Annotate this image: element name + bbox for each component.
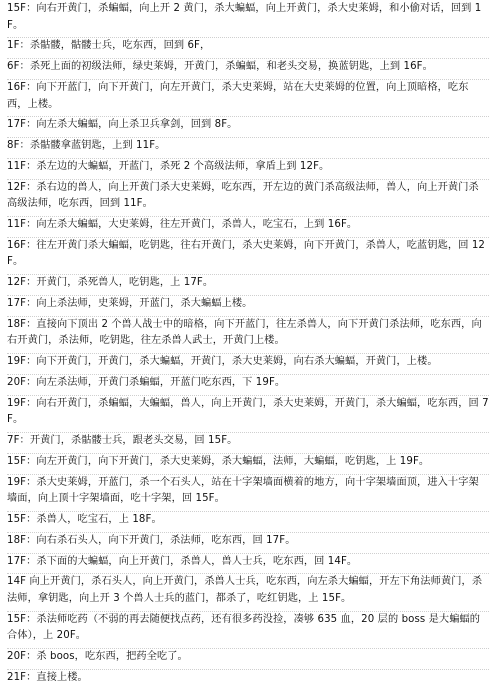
walkthrough-entry: 12F：开黄门，杀死兽人，吃钥匙，上 17F。 xyxy=(7,275,489,296)
walkthrough-entry: 15F：杀法师吃药（不弱的再去随便找点药，还有很多药没捡，凑够 635 血，20 层的 boss 是大蝙蝠的合体），上 20F。 xyxy=(7,612,489,649)
walkthrough-entry: 16F：往左开黄门杀大蝙蝠，吃钥匙，往右开黄门，杀大史莱姆，向下开黄门，杀兽人，吃蓝钥匙，回 12F。 xyxy=(7,238,489,275)
walkthrough-entry: 12F：杀右边的兽人，向上开黄门杀大史莱姆，吃东西，开左边的黄门杀高级法师，兽人，向上开黄门杀高级法师，吃东西，回到 11F。 xyxy=(7,180,489,217)
walkthrough-entry: 14F 向上开黄门，杀石头人，向上开黄门，杀兽人士兵，吃东西，向左杀大蝙蝠，开左下角法师黄门，杀法师，拿钥匙，向上开 3 个兽人士兵的蓝门，都杀了，吃红钥匙，上 15F。 xyxy=(7,574,489,611)
walkthrough-entry: 20F：杀 boos，吃东西，把药全吃了。 xyxy=(7,649,489,670)
walkthrough-entry: 19F：向下开黄门，开黄门，杀大蝙蝠，开黄门，杀大史莱姆，向右杀大蝙蝠，开黄门，上楼。 xyxy=(7,354,489,375)
walkthrough-entry: 11F：向左杀大蝙蝠，大史莱姆，往左开黄门，杀兽人，吃宝石，上到 16F。 xyxy=(7,217,489,238)
walkthrough-entry: 1F：杀骷髅，骷髅士兵，吃东西，回到 6F， xyxy=(7,38,489,59)
walkthrough-entry: 19F：杀大史莱姆，开蓝门，杀一个石头人，站在十字架墙面横着的地方，向十字架墙面顶，进入十字架墙面，向上顶十字架墙面，吃十字架，回 15F。 xyxy=(7,475,489,512)
walkthrough-entry: 15F：向右开黄门，杀蝙蝠，向上开 2 黄门，杀大蝙蝠，向上开黄门，杀大史莱姆，和小偷对话，回到 1F。 xyxy=(7,1,489,38)
walkthrough-entry: 11F：杀左边的大蝙蝠，开蓝门，杀死 2 个高级法师，拿盾上到 12F。 xyxy=(7,159,489,180)
walkthrough-entry: 17F：杀下面的大蝙蝠，向上开黄门，杀兽人，兽人士兵，吃东西，回 14F。 xyxy=(7,554,489,575)
walkthrough-entry: 18F：直接向下顶出 2 个兽人战士中的暗格，向下开蓝门，往左杀兽人，向下开黄门杀法师，吃东西，向右开黄门，杀法师，吃钥匙，往左杀兽人武士，开黄门上楼。 xyxy=(7,317,489,354)
walkthrough-entry: 15F：杀兽人，吃宝石，上 18F。 xyxy=(7,512,489,533)
walkthrough-entry: 16F：向下开蓝门，向下开黄门，向左开黄门，杀大史莱姆，站在大史莱姆的位置，向上顶暗格，吃东西，上楼。 xyxy=(7,80,489,117)
walkthrough-entry: 15F：向左开黄门，向下开黄门，杀大史莱姆，杀大蝙蝠，法师，大蝙蝠，吃钥匙，上 19F。 xyxy=(7,454,489,475)
walkthrough-entry: 8F：杀骷髅拿蓝钥匙，上到 11F。 xyxy=(7,138,489,159)
walkthrough-entry: 7F：开黄门，杀骷髅士兵，跟老头交易，回 15F。 xyxy=(7,433,489,454)
walkthrough-entry: 19F：向右开黄门，杀蝙蝠，大蝙蝠，兽人，向上开黄门，杀大史莱姆，开黄门，杀大蝙蝠，吃东西，回 7F。 xyxy=(7,396,489,433)
walkthrough-entry: 18F：向右杀石头人，向下开黄门，杀法师，吃东西，回 17F。 xyxy=(7,533,489,554)
walkthrough-entry: 17F：向左杀大蝙蝠，向上杀卫兵拿剑，回到 8F。 xyxy=(7,117,489,138)
walkthrough-entry: 6F：杀死上面的初级法师，绿史莱姆，开黄门，杀蝙蝠，和老头交易，换蓝钥匙，上到 16F。 xyxy=(7,59,489,80)
walkthrough-entry: 17F：向上杀法师，史莱姆，开蓝门，杀大蝙蝠上楼。 xyxy=(7,296,489,317)
walkthrough-entry: 20F：向左杀法师，开黄门杀蝙蝠，开蓝门吃东西，下 19F。 xyxy=(7,375,489,396)
walkthrough-entry: 21F：直接上楼。 xyxy=(7,671,88,683)
